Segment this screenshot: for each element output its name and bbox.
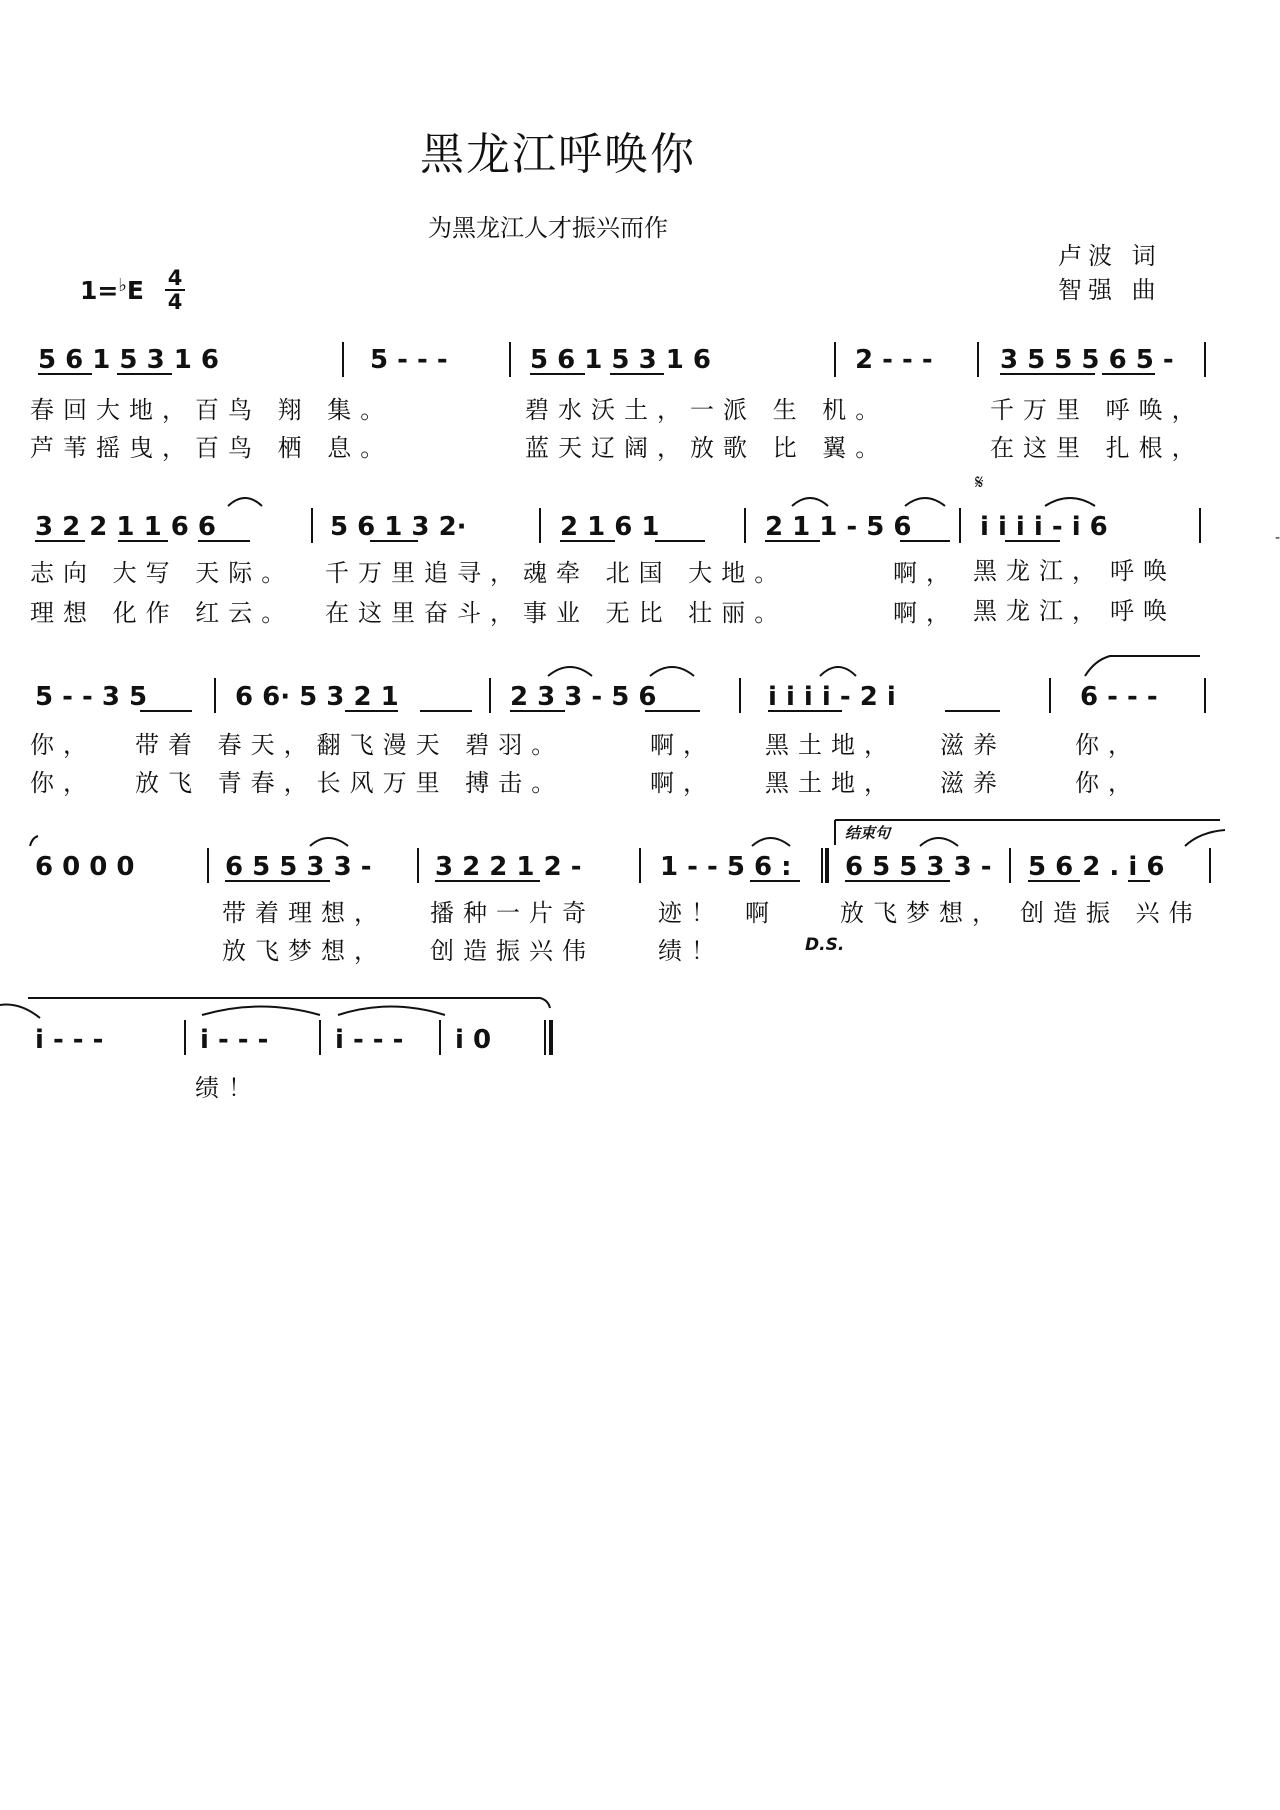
lyric-line: 带着理想，: [222, 899, 387, 927]
measure-3: 5 6 1 5 3 1 6: [530, 345, 711, 375]
song-title: 黑龙江呼唤你: [420, 129, 696, 180]
lyric-line: 黑龙江，: [973, 557, 1105, 585]
lyric-line: 啊，: [650, 769, 716, 797]
lyric-line: 带着 春天，翻飞漫天 碧羽。: [135, 731, 565, 759]
lyric-line: 绩！: [658, 937, 724, 965]
song-subtitle: 为黑龙江人才振兴而作: [428, 214, 668, 242]
lyric-line: 啊，: [893, 559, 959, 587]
lyric-line: 黑龙江，: [973, 597, 1105, 625]
lyric-line: 绩！: [195, 1074, 261, 1102]
measure-23: i - - -: [200, 1025, 269, 1055]
measure-24: i - - -: [335, 1025, 404, 1055]
time-signature-top: 4: [167, 266, 183, 290]
lyric-line: 滋养: [940, 731, 1006, 759]
lyric-line: 啊，: [893, 599, 959, 627]
lyric-line: 碧水沃土，一派 生 机。: [525, 396, 889, 424]
lyric-line: 创造振兴伟: [430, 937, 595, 965]
key-note: E: [126, 276, 144, 305]
lyric-line: 啊，: [650, 731, 716, 759]
lyric-line: 呼唤: [1110, 597, 1176, 625]
lyric-line: 黑土地，: [765, 731, 897, 759]
measure-15: 6 - - -: [1080, 682, 1158, 712]
lyric-line: 芦苇摇曳，百鸟 栖 息。: [30, 434, 394, 462]
lyric-line: 千万里追寻，魂牵 北国 大地。: [325, 559, 788, 587]
lyric-line: 啊: [745, 899, 778, 927]
lyricist-credit: 卢波 词: [1058, 242, 1162, 270]
lyric-line: 在这里奋斗，事业 无比 壮丽。: [325, 599, 788, 627]
lyric-line: 放飞梦想，: [840, 899, 1005, 927]
ds-marking: D.S.: [805, 935, 845, 955]
measure-19: 1 - - 5 6 :: [660, 852, 792, 882]
time-signature-bottom: 4: [167, 290, 183, 314]
measure-5: 3 5 5 5 6 5 -: [1000, 345, 1174, 375]
lyric-line: 千万里 呼唤，: [990, 396, 1205, 424]
lyric-line: 你，: [30, 731, 96, 759]
measure-13: 2 3 3 - 5 6: [510, 682, 657, 712]
lyric-line: 志向 大写 天际。: [30, 559, 295, 587]
lyric-line: 你，: [1075, 731, 1141, 759]
measure-9: 2 1 1 - 5 6: [765, 512, 912, 542]
lyric-line: 创造振 兴伟: [1020, 899, 1202, 927]
measure-18: 3 2 2 1 2 -: [435, 852, 582, 882]
lyric-line: 黑土地，: [765, 769, 897, 797]
measure-1: 5 6 1 5 3 1 6: [38, 345, 219, 375]
measure-2: 5 - - -: [370, 345, 448, 375]
measure-10: i i i i - i 6: [980, 512, 1108, 542]
edge-tick: -: [1274, 530, 1280, 546]
lyric-line: 呼唤: [1110, 557, 1176, 585]
measure-22: i - - -: [35, 1025, 104, 1055]
segno-icon: 𝄋: [975, 470, 984, 494]
measure-20: 6 5 5 3 3 -: [845, 852, 992, 882]
measure-12: 6 6· 5 3 2 1: [235, 682, 399, 712]
measure-17: 6 5 5 3 3 -: [225, 852, 372, 882]
composer-credit: 智强 曲: [1058, 276, 1162, 304]
lyric-line: 春回大地，百鸟 翔 集。: [30, 396, 394, 424]
measure-11: 5 - - 3 5: [35, 682, 148, 712]
ending-label: 结束句: [845, 824, 891, 842]
flat-icon: ♭: [118, 275, 127, 296]
lyric-line: 蓝天辽阔，放歌 比 翼。: [525, 434, 889, 462]
measure-21: 5 6 2 . i 6: [1028, 852, 1165, 882]
lyric-line: 你，: [30, 769, 96, 797]
measure-4: 2 - - -: [855, 345, 933, 375]
measure-6: 3 2 2 1 1 6 6: [35, 512, 216, 542]
measure-25: i 0: [455, 1025, 492, 1055]
lyric-line: 在这里 扎根，: [990, 434, 1205, 462]
measure-8: 2 1 6 1: [560, 512, 660, 542]
lyric-line: 理想 化作 红云。: [30, 599, 295, 627]
lyric-line: 你，: [1075, 769, 1141, 797]
lyric-line: 播种一片奇: [430, 899, 595, 927]
measure-14: i i i i - 2 i: [768, 682, 896, 712]
measure-7: 5 6 1 3 2·: [330, 512, 467, 542]
lyric-line: 迹！: [658, 899, 724, 927]
lyric-line: 放飞 青春，长风万里 搏击。: [135, 769, 565, 797]
measure-16: 6 0 0 0: [35, 852, 135, 882]
lyric-line: 放飞梦想，: [222, 937, 387, 965]
key-prefix: 1=: [80, 276, 119, 305]
lyric-line: 滋养: [940, 769, 1006, 797]
